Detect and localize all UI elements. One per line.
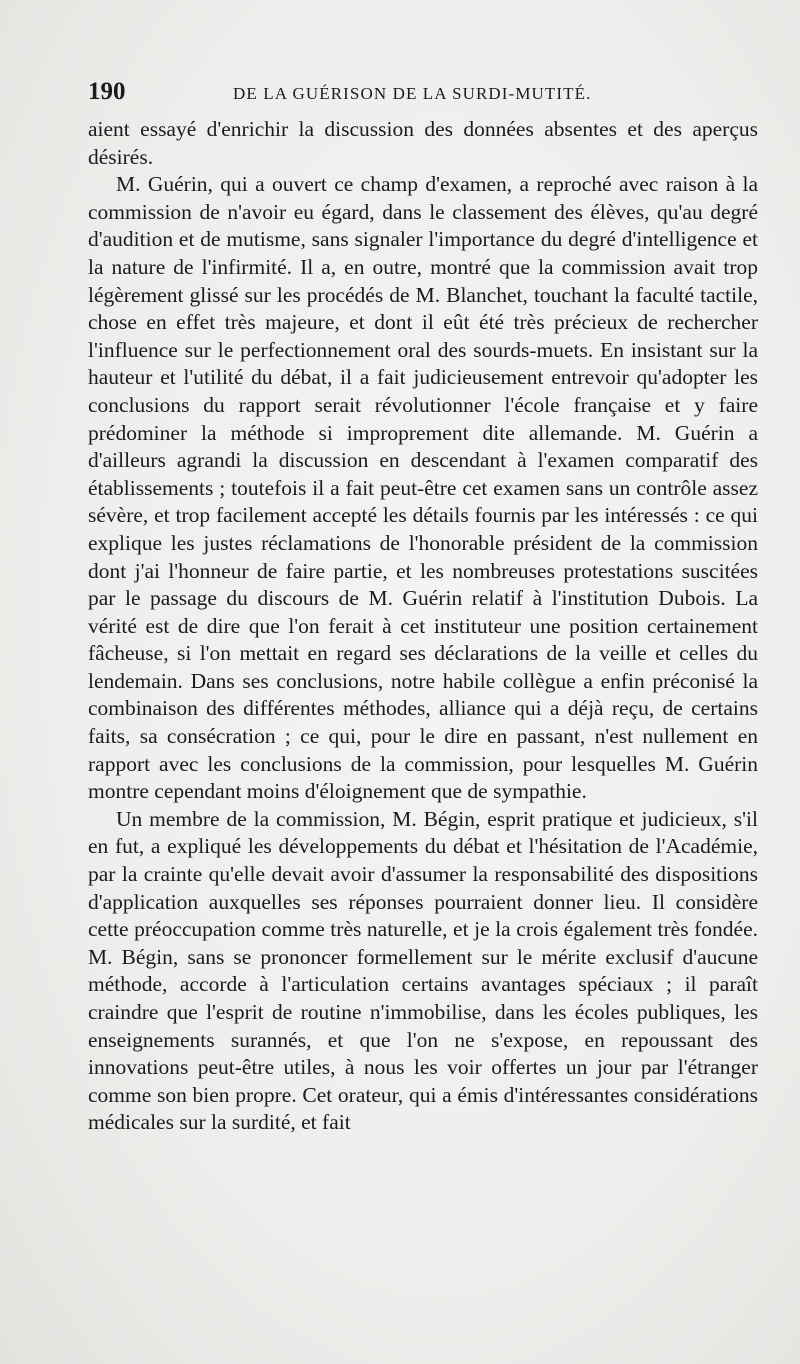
body-text	[88, 116, 758, 1137]
page-number: 190	[88, 78, 126, 105]
running-title: DE LA GUÉRISON DE LA SURDI-MUTITÉ.	[233, 84, 592, 103]
paragraph-continuation: aient essayé d'enrichir la discussion des données absentes et des aperçus désirés.	[88, 117, 758, 169]
running-head	[88, 74, 760, 110]
paragraph-begin: Un membre de la commission, M. Bégin, esprit pratique et judicieux, s'il en fut, a expliqué les développements du débat et l'hésitation de l'Académie, par la crainte qu'elle devait avoir d'assumer la responsabilité des dispositions d'application auxquelles ses réponses pourraient donner lieu. Il considère cette préoccupation comme très naturelle, et je la crois également très fondée. M. Bégin, sans se prononcer formellement sur le mérite exclusif d'aucune méthode, accorde à l'articulation certains avantages spéciaux ; il paraît craindre que l'esprit de routine n'immobilise, dans les écoles publiques, les enseignements surannés, et que l'on ne s'expose, en repoussant des innovations peut-être utiles, à nous les voir offertes un jour par l'étranger comme son bien propre. Cet orateur, qui a émis d'intéressantes considérations médicales sur la surdité, et fait	[88, 806, 758, 1135]
paragraph-guerin: M. Guérin, qui a ouvert ce champ d'examen, a reproché avec raison à la commission de n'avoir eu égard, dans le classement des élèves, qu'au degré d'audition et de mutisme, sans signaler l'importance du degré d'intelligence et la nature de l'infirmité. Il a, en outre, montré que la commission avait trop légèrement glissé sur les procédés de M. Blanchet, touchant la faculté tactile, chose en effet très majeure, et dont il eût été très précieux de rechercher l'influence sur le perfectionnement oral des sourds-muets. En insistant sur la hauteur et l'utilité du débat, il a fait judicieusement entrevoir qu'adopter les conclusions du rapport serait révolutionner l'école française et y faire prédominer la méthode si improprement dite allemande. M. Guérin a d'ailleurs agrandi la discussion en descendant à l'examen comparatif des établissements ; toutefois il a fait peut-être cet examen sans un contrôle assez sévère, et trop facilement accepté les détails fournis par les intéressés : ce qui explique les justes réclamations de l'honorable président de la commission dont j'ai l'honneur de faire partie, et les nombreuses protestations suscitées par le passage du discours de M. Guérin relatif à l'institution Dubois. La vérité est de dire que l'on ferait à cet instituteur une position certainement fâcheuse, si l'on mettait en regard ses déclarations de la veille et celles du lendemain. Dans ses conclusions, notre habile collègue a enfin préconisé la combinaison des différentes méthodes, alliance qui a déjà reçu, de certains faits, sa consécration ; ce qui, pour le dire en passant, n'est nullement en rapport avec les conclusions de la commission, pour lesquelles M. Guérin montre cependant moins d'éloignement que de sympathie.	[88, 172, 758, 804]
